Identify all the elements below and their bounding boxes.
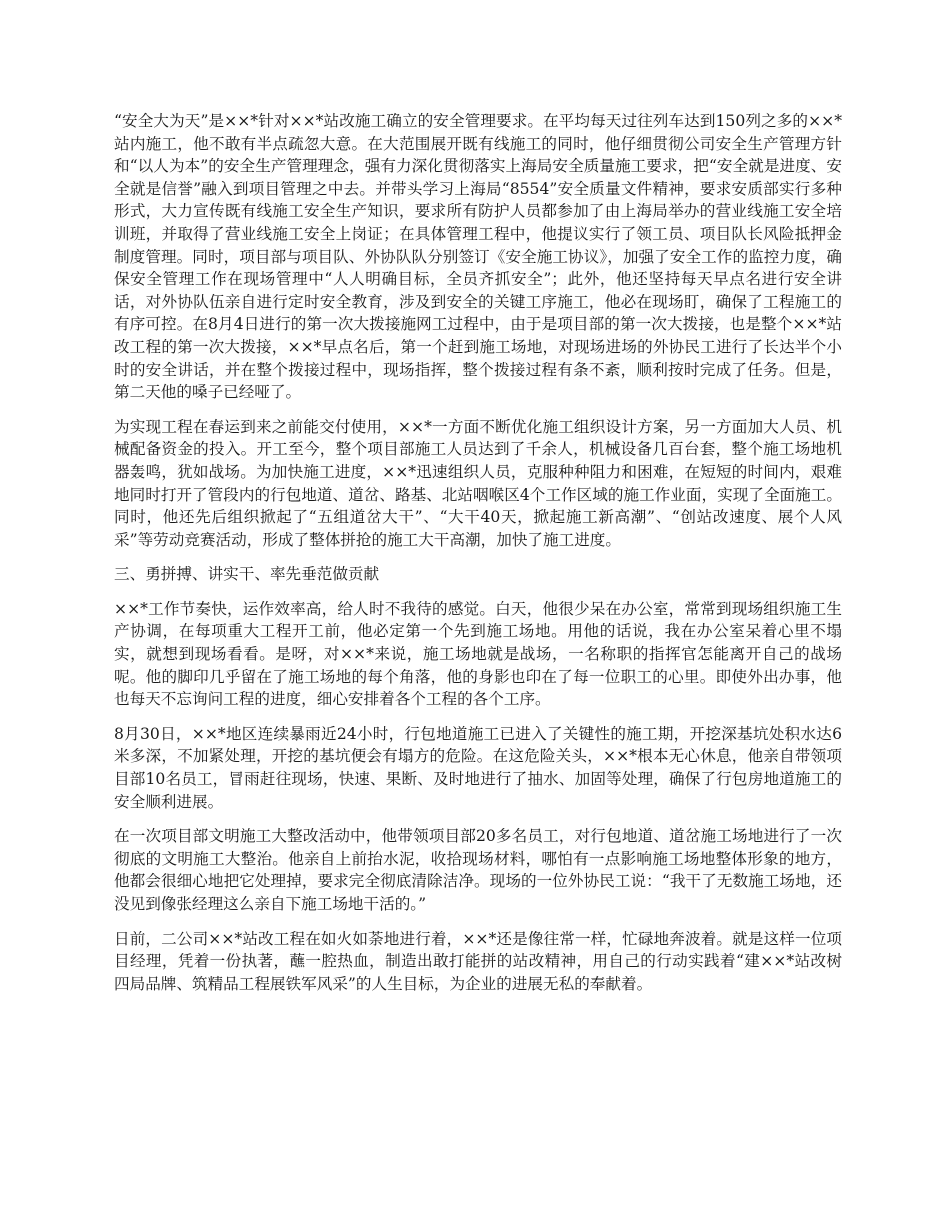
- paragraph-safety: “安全大为天”是××*针对××*站改施工确立的安全管理要求。在平均每天过往列车达到150列之多的××*站内施工，他不敢有半点疏忽大意。在大范围展开既有线施工的同时，他仔细贯彻公司安全生产管理方针和“以人为本”的安全生产管理理念，强有力深化贯彻落实上海局安全质量施工要求，把“安全就是进度、安全就是信誉”融入到项目管理之中去。并带头学习上海局“8554”安全质量文件精神，要求安质部实行多种形式，大力宣传既有线施工安全生产知识，要求所有防护人员都参加了由上海局举办的营业线施工安全培训班，并取得了营业线施工安全上岗证；在具体管理工程中，他提议实行了领工员、项目队长风险抵押金制度管理。同时，项目部与项目队、外协队队分别签订《安全施工协议》，加强了安全工作的监控力度，确保安全管理工作在现场管理中“人人明确目标，全员齐抓安全”；此外，他还坚持每天早点名进行安全讲话，对外协队伍亲自进行定时安全教育，涉及到安全的关键工序施工，他必在现场盯，确保了工程施工的有序可控。在8月4日进行的第一次大拨接施网工过程中，由于是项目部的第一次大拨接，也是整个××*站改工程的第一次大拨接，××*早点名后，第一个赶到施工场地，对现场进场的外协民工进行了长达半个小时的安全讲话，并在整个拨接过程中，现场指挥，整个拨接过程有条不紊，顺利按时完成了任务。但是，第二天他的嗓子已经哑了。: [114, 112, 842, 402]
- paragraph-rainstorm: 8月30日，××*地区连续暴雨近24小时，行包地道施工已进入了关键性的施工期，开挖深基坑处积水达6米多深，不加紧处理，开挖的基坑便会有塌方的危险。在这危险关头，××*根本无心休息，他亲自带领项目部10名员工，冒雨赶往现场，快速、果断、及时地进行了抽水、加固等处理，确保了行包房地道施工的安全顺利进展。: [114, 724, 842, 811]
- document-body: [114, 110, 842, 1007]
- paragraph-civilized-construction: 在一次项目部文明施工大整改活动中，他带领项目部20多名员工，对行包地道、道岔施工场地进行了一次彻底的文明施工大整治。他亲自上前抬水泥，收拾现场材料，哪怕有一点影响施工场地整体形象的地方，他都会很细心地把它处理掉，要求完全彻底清除洁净。现场的一位外协民工说：“我干了无数施工场地，还没见到像张经理这么亲自下施工场地干活的。”: [114, 827, 842, 913]
- section-heading: 三、勇拼搏、讲实干、率先垂范做贡献: [114, 565, 380, 584]
- paragraph-progress: 为实现工程在春运到来之前能交付使用，××*一方面不断优化施工组织设计方案，另一方面加大人员、机械配备资金的投入。开工至今，整个项目部施工人员达到了千余人，机械设备几百台套，整个施工场地机器轰鸣，犹如战场。为加快施工进度，××*迅速组织人员，克服种种阻力和困难，在短短的时间内，艰难地同时打开了管段内的行包地道、道岔、路基、北站咽喉区4个工作区域的施工作业面，实现了全面施工。同时，他还先后组织掀起了“五组道岔大干”、“大干40天，掀起施工新高潮”、“创站改速度、展个人风采”等劳动竞赛活动，形成了整体拼抢的施工大干高潮，加快了施工进度。: [114, 417, 842, 549]
- paragraph-work-pace: ××*工作节奏快，运作效率高，给人时不我待的感觉。白天，他很少呆在办公室，常常到现场组织施工生产协调，在每项重大工程开工前，他必定第一个先到施工场地。用他的话说，我在办公室呆着心里不塌实，就想到现场看看。是呀，对××*来说，施工场地就是战场，一名称职的指挥官怎能离开自己的战场呢。他的脚印几乎留在了施工场地的每个角落，他的身影也印在了每一位职工的心里。即使外出办事，他也每天不忘询问工程的进度，细心安排着各个工程的各个工序。: [114, 599, 842, 709]
- paragraph-conclusion: 日前，二公司××*站改工程在如火如荼地进行着，××*还是像往常一样，忙碌地奔波着。就是这样一位项目经理，凭着一份执著，蘸一腔热血，制造出敢打能拼的站改精神，用自己的行动实践着“建××*站改树四局品牌、筑精品工程展铁军风采”的人生目标，为企业的进展无私的奉献着。: [114, 929, 842, 993]
